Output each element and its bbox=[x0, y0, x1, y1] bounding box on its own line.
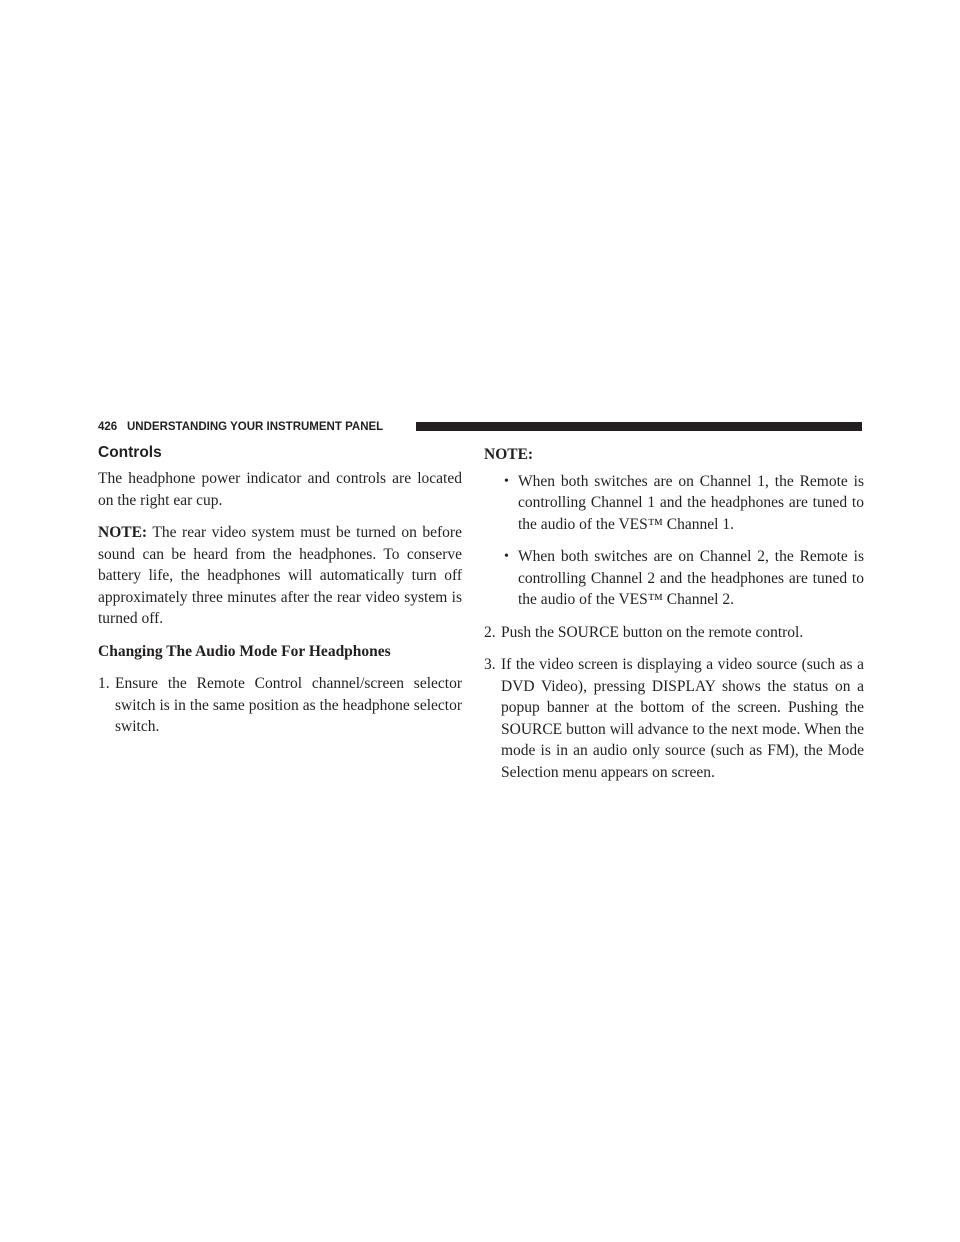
step-text: Ensure the Remote Control channel/screen selector switch is in the same position as the headphone selector switch. bbox=[115, 675, 462, 735]
step-text: Push the SOURCE button on the remote control. bbox=[501, 623, 804, 641]
bullet-item bbox=[504, 546, 864, 611]
page-number: 426 bbox=[98, 421, 118, 433]
step-3 bbox=[484, 654, 864, 783]
step-number: 2. bbox=[484, 623, 496, 641]
bullet-text: When both switches are on Channel 1, the Remote is controlling Channel 1 and the headphones are tuned to the audio of the VES™ Channel 1. bbox=[518, 472, 864, 533]
note-text: The rear video system must be turned on before sound can be heard from the headphones. To conserve battery life, the headphones will automatically turn off approximately three minutes after the rear video system is turned off. bbox=[98, 524, 462, 627]
note-paragraph bbox=[98, 522, 462, 630]
note-title: NOTE: bbox=[484, 446, 534, 463]
step-number: 1. bbox=[98, 675, 110, 692]
intro-paragraph: The headphone power indicator and controls are located on the right ear cup. bbox=[98, 470, 462, 509]
step-1 bbox=[98, 673, 462, 738]
audio-mode-subheading: Changing The Audio Mode For Headphones bbox=[98, 642, 391, 660]
step-number: 3. bbox=[484, 656, 496, 673]
left-column bbox=[98, 442, 462, 749]
note-label: NOTE: bbox=[98, 524, 148, 541]
bullet-mark: • bbox=[504, 473, 509, 489]
right-column bbox=[484, 442, 864, 794]
page-header bbox=[98, 418, 862, 438]
bullet-text: When both switches are on Channel 2, the Remote is controlling Channel 2 and the headphones are tuned to the audio of the VES™ Channel 2. bbox=[518, 548, 864, 608]
bullet-mark: • bbox=[504, 549, 509, 564]
bullet-item bbox=[504, 471, 864, 536]
controls-heading: Controls bbox=[98, 444, 162, 461]
section-title: UNDERSTANDING YOUR INSTRUMENT PANEL bbox=[127, 421, 384, 433]
header-rule bbox=[416, 422, 862, 431]
step-text: If the video screen is displaying a video source (such as a DVD Video), pressing DISPLAY shows the status on a popup banner at the bottom of the screen. Pushing the SOURCE button will advance to the next mode. When the mode is in an audio only source (such as FM), the Mode Selection menu appears on screen. bbox=[501, 656, 864, 781]
step-2 bbox=[484, 622, 864, 644]
